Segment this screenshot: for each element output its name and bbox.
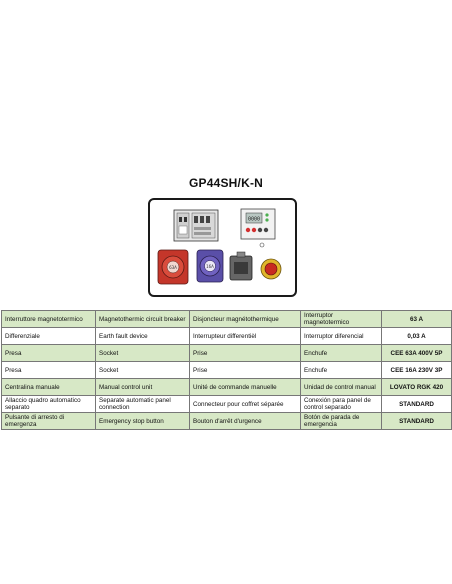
breaker-box xyxy=(174,210,218,241)
cell-english: Socket xyxy=(96,345,190,362)
cell-english: Separate automatic panel connection xyxy=(96,396,190,413)
cell-spanish: Enchufe xyxy=(301,362,382,379)
cell-value: CEE 16A 230V 3P xyxy=(382,362,452,379)
cell-spanish: Botón de parada de emergencia xyxy=(301,413,382,430)
cell-french: Unité de commande manuelle xyxy=(190,379,301,396)
specifications-table xyxy=(1,310,452,430)
cell-french: Prise xyxy=(190,345,301,362)
cell-italian: Allaccio quadro automatico separato xyxy=(2,396,96,413)
cell-spanish: Interruptor magnetotermico xyxy=(301,311,382,328)
cell-spanish: Conexión para panel de control separado xyxy=(301,396,382,413)
cell-french: Disjoncteur magnétothermique xyxy=(190,311,301,328)
table-row xyxy=(2,362,452,379)
cell-spanish: Enchufe xyxy=(301,345,382,362)
cell-english: Magnetothermic circuit breaker xyxy=(96,311,190,328)
cell-value: LOVATO RGK 420 xyxy=(382,379,452,396)
cell-italian: Interruttore magnetotermico xyxy=(2,311,96,328)
model-title: GP44SH/K-N xyxy=(188,176,264,190)
socket-16a-blue xyxy=(197,250,223,282)
control-panel-illustration xyxy=(148,198,297,297)
table-row xyxy=(2,396,452,413)
automatic-panel-connector xyxy=(230,252,252,280)
cell-english: Emergency stop button xyxy=(96,413,190,430)
cell-spanish: Unidad de control manual xyxy=(301,379,382,396)
cell-italian: Pulsante di arresto di emergenza xyxy=(2,413,96,430)
table-row xyxy=(2,345,452,362)
cell-italian: Presa xyxy=(2,362,96,379)
table-row xyxy=(2,328,452,345)
socket-63a-label: 63A xyxy=(169,265,177,270)
socket-16a-label: 16A xyxy=(206,264,214,269)
cell-english: Manual control unit xyxy=(96,379,190,396)
cell-french: Bouton d'arrêt d'urgence xyxy=(190,413,301,430)
emergency-stop-button xyxy=(261,259,281,279)
table-row xyxy=(2,379,452,396)
cell-spanish: Interruptor diferencial xyxy=(301,328,382,345)
cell-value: STANDARD xyxy=(382,396,452,413)
lovato-control-unit xyxy=(241,209,275,239)
table-row xyxy=(2,413,452,430)
control-panel-drawing xyxy=(150,200,295,295)
cell-value: 0,03 A xyxy=(382,328,452,345)
table-row xyxy=(2,311,452,328)
socket-63a-red xyxy=(158,250,188,284)
cell-value: 63 A xyxy=(382,311,452,328)
cell-value: CEE 63A 400V 5P xyxy=(382,345,452,362)
cell-french: Connecteur pour coffret séparée xyxy=(190,396,301,413)
cell-english: Earth fault device xyxy=(96,328,190,345)
cell-french: Prise xyxy=(190,362,301,379)
cell-value: STANDARD xyxy=(382,413,452,430)
meter-readout: 0000 xyxy=(247,216,261,223)
cell-italian: Differenziale xyxy=(2,328,96,345)
cell-english: Socket xyxy=(96,362,190,379)
cell-italian: Centralina manuale xyxy=(2,379,96,396)
cell-french: Interrupteur differentièl xyxy=(190,328,301,345)
key-switch-icon xyxy=(260,243,264,247)
cell-italian: Presa xyxy=(2,345,96,362)
